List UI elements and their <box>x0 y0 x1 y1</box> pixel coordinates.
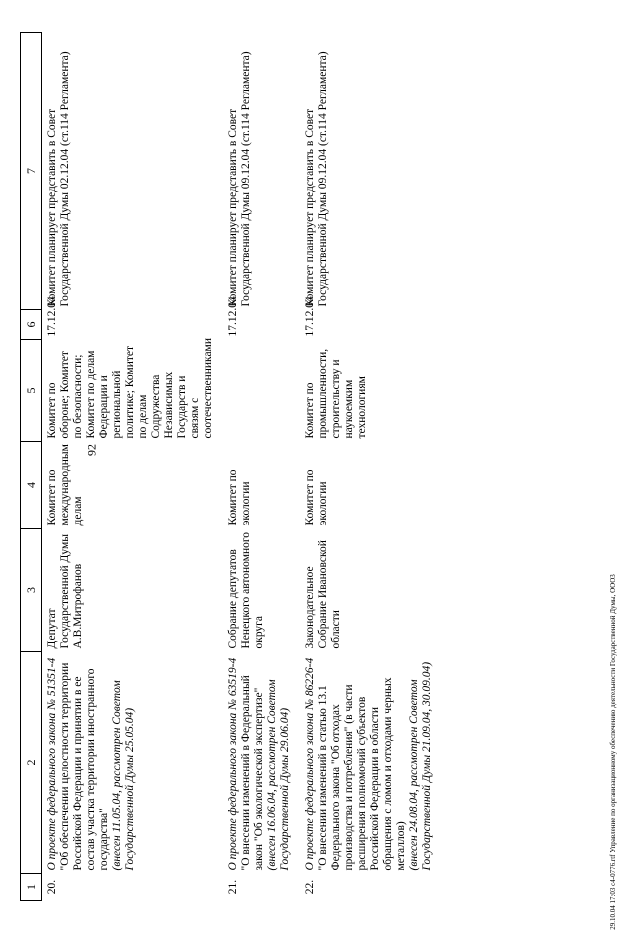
row-number: 22. <box>304 879 316 895</box>
table-row <box>300 33 442 901</box>
table-row <box>223 33 300 901</box>
bill-description <box>223 652 300 874</box>
bill-description <box>300 652 442 874</box>
plan-cell: Комитет планирует представить в Совет Государственной Думы 02.12.04 (ст.114 Регламента) <box>46 51 71 307</box>
row-number: 21. <box>227 879 239 895</box>
table-row <box>42 33 224 901</box>
date-cell: 17.12.04 <box>46 296 58 337</box>
page-footer: 29.10.04 17:03 c4-0776.rtf Управление по организационному обеспечению деятельности Государственной Думы, ООО3 <box>609 574 617 930</box>
initiator-cell: Депутат Государственной Думы А.В.Митрофанов <box>46 534 84 649</box>
col-header-4: 4 <box>21 442 42 529</box>
responsible-committee-cell: Комитет по экологии <box>227 469 252 526</box>
agenda-table <box>20 32 442 901</box>
col-header-3: 3 <box>21 529 42 652</box>
col-header-7: 7 <box>21 33 42 310</box>
bill-number: О проекте федерального закона № 51351-4 <box>46 657 58 871</box>
bill-title: "О внесении изменений в Федеральный закон "Об экологической экспертизе" <box>240 675 265 871</box>
bill-note: (внесен 11.05.04, рассмотрен Советом Государственной Думы 25.05.04) <box>111 680 136 871</box>
initiator-cell: Собрание депутатов Ненецкого автономного округа <box>227 531 265 649</box>
col-header-6: 6 <box>21 310 42 340</box>
bill-note: (внесен 24.08.04, рассмотрен Советом Государственной Думы 21.09.04, 30.09.04) <box>408 661 433 871</box>
co-committees-cell: Комитет по промышленности, строительству и наукоемким технологиям <box>304 348 368 439</box>
bill-number: О проекте федерального закона № 86226-4 <box>304 657 316 871</box>
bill-title: "О внесении изменений в статью 13.1 Федерального закона "Об отходах производства и потребления" (в части расширения полномочий субъектов Российской Федерации в области обращения с ломом и отходами черных металлов) <box>317 677 407 871</box>
bill-title: "Об обеспечении целостности территории Российской Федерации и принятии в ее состав участка территории иностранного государства" <box>59 662 110 871</box>
bill-number: О проекте федерального закона № 63519-4 <box>227 657 239 871</box>
plan-cell: Комитет планирует представить в Совет Государственной Думы 09.12.04 (ст.114 Регламента) <box>304 51 329 307</box>
co-committees-cell: Комитет по обороне; Комитет по безопасности; Комитет по делам Федерации и региональной политике; Комитет по делам Содружества Независимых Государств и связям с соотечественниками <box>46 338 214 439</box>
initiator-cell: Законодательное Собрание Ивановской области <box>304 540 342 649</box>
col-header-5: 5 <box>21 340 42 442</box>
date-cell: 17.12.04 <box>227 296 239 337</box>
row-number: 20. <box>46 879 58 895</box>
agenda-table-rotated <box>20 33 433 901</box>
bill-description <box>42 652 224 874</box>
responsible-committee-cell: Комитет по международным делам <box>46 444 84 526</box>
responsible-committee-cell: Комитет по экологии <box>304 469 329 526</box>
col-header-2: 2 <box>21 652 42 874</box>
header-row <box>21 33 42 901</box>
col-header-1: 1 <box>21 874 42 901</box>
page-number: 92 <box>84 444 99 456</box>
date-cell: 17.12.04 <box>304 296 316 337</box>
co-committees-cell <box>223 340 300 442</box>
bill-note: (внесен 16.06.04, рассмотрен Советом Государственной Думы 29.06.04) <box>266 679 291 871</box>
plan-cell: Комитет планирует представить в Совет Государственной Думы 09.12.04 (ст.114 Регламента) <box>227 51 252 307</box>
